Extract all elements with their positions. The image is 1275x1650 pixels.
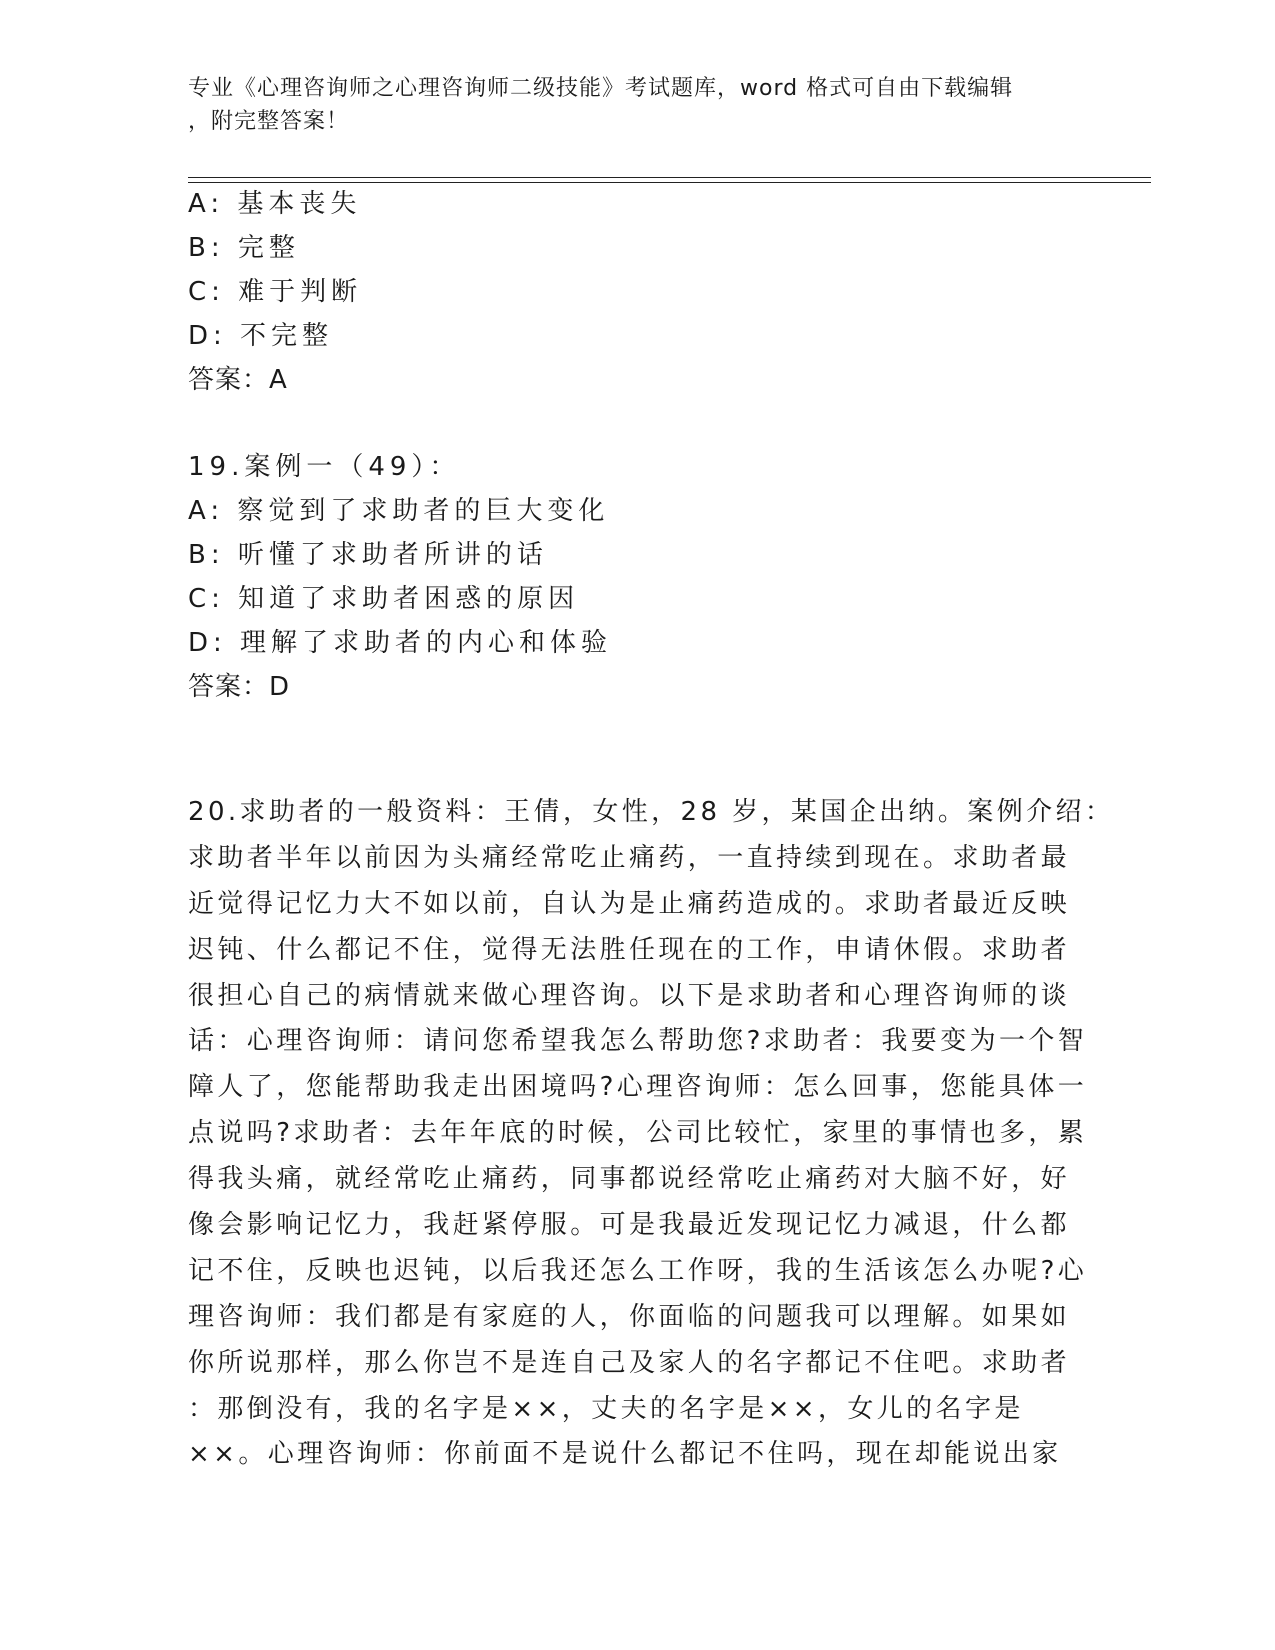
q18-option-a: A: 基本丧失 [188,189,362,219]
q20-line: 20.求助者的一般资料：王倩，女性，28 岁，某国企出纳。案例介绍： [188,797,1115,827]
header-divider-top [188,177,1151,178]
q18-option-d: D: 不完整 [188,321,334,351]
q18-option-b: B: 完整 [188,233,300,263]
q19-answer: 答案：D [188,672,291,702]
header-divider-bottom [188,182,1151,183]
q20-line: 像会影响记忆力，我赶紧停服。可是我最近发现记忆力减退，什么都 [188,1210,1071,1241]
q20-line: ：那倒没有，我的名字是××，丈夫的名字是××，女儿的名字是 [188,1393,1024,1424]
q18-answer: 答案：A [188,365,288,395]
q20-line: 你所说那样，那么你岂不是连自己及家人的名字都记不住吧。求助者 [188,1347,1071,1378]
q20-line: ××。心理咨询师：你前面不是说什么都记不住吗，现在却能说出家 [188,1439,1062,1470]
q20-line: 得我头痛，就经常吃止痛药，同事都说经常吃止痛药对大脑不好，好 [188,1164,1071,1195]
q19-option-b: B: 听懂了求助者所讲的话 [188,540,548,570]
q19-option-c: C: 知道了求助者困惑的原因 [188,584,580,614]
header-line-2: ，附完整答案！ [188,109,350,134]
q18-option-c: C: 难于判断 [188,277,363,307]
q20-line: 迟钝、什么都记不住，觉得无法胜任现在的工作，申请休假。求助者 [188,934,1071,965]
q19-option-a: A: 察觉到了求助者的巨大变化 [188,496,610,526]
q20-line: 求助者半年以前因为头痛经常吃止痛药，一直持续到现在。求助者最 [188,842,1071,873]
q19-question: 19.案例一（49）： [188,452,461,482]
header-line-1: 专业《心理咨询师之心理咨询师二级技能》考试题库，word 格式可自由下载编辑 [188,76,1014,101]
q20-line: 点说吗?求助者：去年年底的时候，公司比较忙，家里的事情也多，累 [188,1118,1088,1149]
q20-line: 记不住，反映也迟钝，以后我还怎么工作呀，我的生活该怎么办呢?心 [188,1255,1088,1286]
q20-line: 近觉得记忆力大不如以前，自认为是止痛药造成的。求助者最近反映 [188,888,1071,919]
q20-line: 话：心理咨询师：请问您希望我怎么帮助您?求助者：我要变为一个智 [188,1026,1088,1057]
q19-option-d: D: 理解了求助者的内心和体验 [188,628,613,658]
q20-line: 障人了，您能帮助我走出困境吗?心理咨询师：怎么回事，您能具体一 [188,1072,1088,1103]
q20-line: 很担心自己的病情就来做心理咨询。以下是求助者和心理咨询师的谈 [188,980,1071,1011]
q20-case-text [188,790,1115,1478]
document-header [188,72,1088,138]
q20-line: 理咨询师：我们都是有家庭的人，你面临的问题我可以理解。如果如 [188,1301,1071,1332]
